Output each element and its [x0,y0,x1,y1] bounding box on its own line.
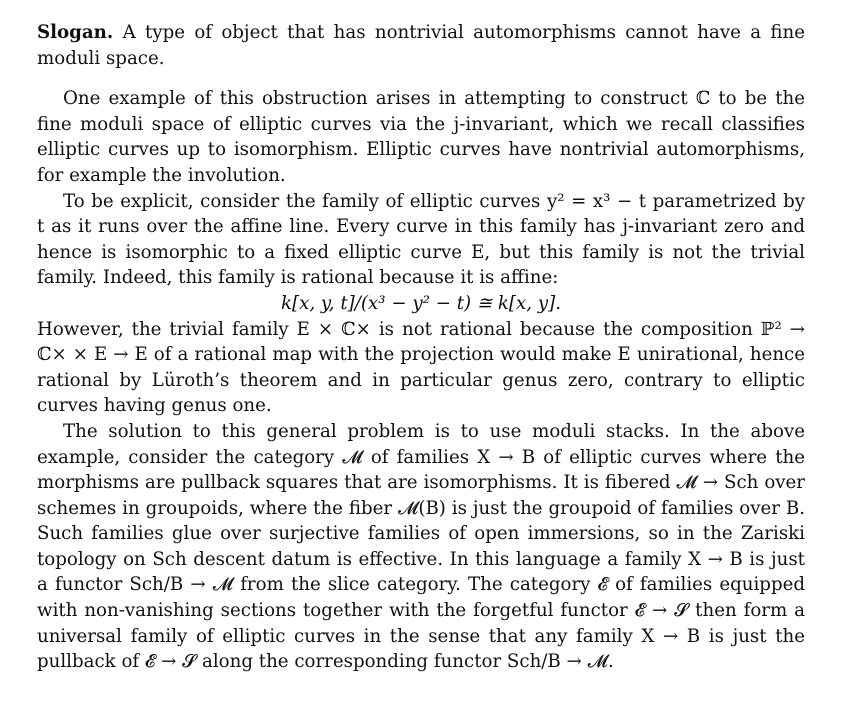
explicit-example-paragraph: To be explicit, consider the family of elliptic curves y² = x³ − t parametrized by t as it runs over the affine line. Every curve in this family has j-invariant zero and hence is isomorphic to a fixed elliptic curve E, but this family is not the trivial family. Indeed, this family is rational because it is affine: [37,190,805,289]
display-equation [37,291,805,317]
obstruction-paragraph: One example of this obstruction arises in attempting to construct ℂ to be the fine moduli space of elliptic curves via the j-invariant, which we recall classifies elliptic curves up to isomorphism. Elliptic curves have nontrivial automorphisms, for example the involution. [37,88,805,186]
slogan-label: Slogan. [37,22,114,43]
equation-text: k[x, y, t]/(x³ − y² − t) ≅ k[x, y]. [281,292,561,314]
rationality-paragraph: However, the trivial family E × ℂ× is not rational because the composition ℙ² → ℂ× × E → E of a rational map with the projection would make E unirational, hence rational by Lüroth’s theorem and in particular genus zero, contrary to elliptic curves having genus one. [37,318,805,417]
slogan-paragraph [37,20,805,71]
moduli-stacks-paragraph: The solution to this general problem is to use moduli stacks. In the above example, consider the category 𝓜 of families X → B of elliptic curves where the morphisms are pullback squares that are isomorphisms. It is fibered 𝓜 → Sch over schemes in groupoids, where the fiber 𝓜(B) is just the groupoid of families over B. Such families glue over surjective families of open immersions, so in the Zariski topology on Sch descent datum is effective. In this language a family X → B is just a functor Sch/B → 𝓜 from the slice category. The category 𝓔 of families equipped with non-vanishing sections together with the forgetful functor 𝓔 → 𝓢 then form a universal family of elliptic curves in the sense that any family X → B is just the pullback of 𝓔 → 𝓢 along the corresponding functor Sch/B → 𝓜. [37,420,805,673]
slogan-text: A type of object that has nontrivial automorphisms cannot have a fine moduli space. [37,22,805,69]
